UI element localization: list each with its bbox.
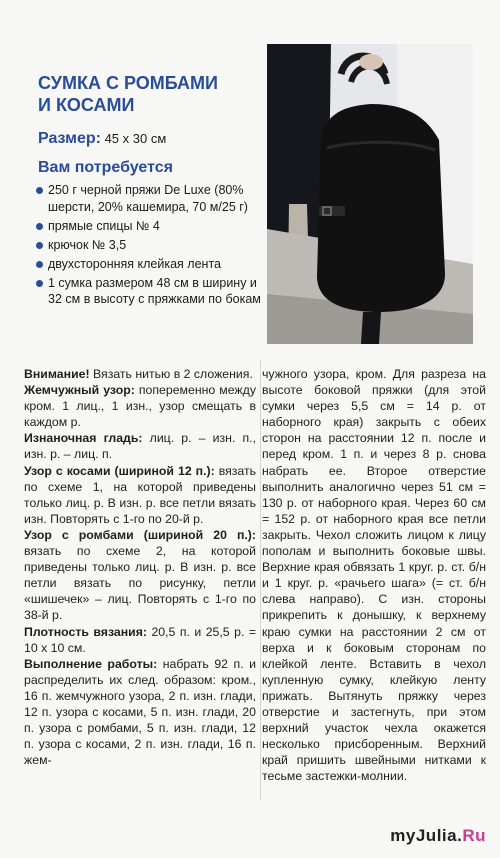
article-title: [38, 72, 248, 116]
materials-item: крючок № 3,5: [34, 237, 266, 254]
bullet-icon: [36, 223, 43, 230]
bag-photo: [267, 44, 473, 344]
column-divider: [260, 360, 261, 800]
bullet-icon: [36, 242, 43, 249]
instruction-paragraph: Плотность вязания: 20,5 п. и 25,5 р. = 10 x 10 см.: [24, 624, 257, 655]
size-line: [38, 130, 166, 148]
site-watermark: myJulia.Ru: [390, 826, 486, 845]
instruction-paragraph: Внимание! Вязать нитью в 2 сложения.: [24, 367, 253, 381]
materials-item: 250 г черной пряжи De Luxe (80% шерсти, 20% кашемира, 70 м/25 г): [34, 182, 266, 215]
materials-item: прямые спицы № 4: [34, 218, 266, 235]
instruction-paragraph: Жемчужный узор: попеременно между кром. 1 лиц., 1 изн., узор смещать в каждом р.: [24, 383, 256, 430]
bullet-icon: [36, 261, 43, 268]
materials-list: [34, 182, 266, 310]
materials-item: двухсторонняя клейкая лента: [34, 256, 266, 273]
instruction-paragraph: Узор с ромбами (шириной 20 п.): вязать по схеме 2, на которой приведены только лиц. р. В изн. р. все петли вязать по рисунку, петли «шишечек» – лиц. Повторять с 1-го по 38-й р.: [24, 527, 256, 623]
instructions-left-column: [24, 366, 256, 768]
bullet-icon: [36, 187, 43, 194]
title-line-2: И КОСАМИ: [38, 95, 135, 115]
instruction-paragraph: Изнаночная гладь: лиц. р. – изн. п., изн. р. – лиц. п.: [24, 431, 256, 462]
bag-photo-illustration: [267, 44, 473, 344]
instruction-continuation: чужного узора, кром. Для разреза на высоте боковой пряжки (для этой сумки через 5,5 см = 14 р. от наборного края) закрыть с обеих сторон на расстоянии 12 п. после и перед кром. 1 п. и через 8 р. снова набрать ее. Второе отверстие выполнить аналогично через 51 см = 130 р. от наборного края. Через 60 см = 152 р. от наборного края все петли закрыть. Чехол сложить лицом к лицу пополам и выполнить боковые швы. Верхние края обвязать 1 круг. р. ст. б/н и 1 круг. р. «рачьего шага» (= ст. б/н слева направо). С изн. стороны прикрепить к донышку, к верхнему краю сумки на расстоянии 2 см от верха и к боковым сторонам по клейкой ленте. Вставить в чехол купленную сумку, клейкую ленту прижать. Вытянуть пряжку через отверстие и застегнуть, при этом верхний участок чехла окажется несколько присборенным. Верхний край пришить швейными нитками к тесьме застежки-молнии.: [262, 367, 486, 784]
instruction-paragraph: Выполнение работы: набрать 92 п. и распределить их след. образом: кром., 16 п. жемчужного узора, 2 п. изн. глади, 12 п. узора с косами, 5 п. изн. глади, 20 п. узора с ромбами, 5 п. изн. глади, 12 п. узора с косами, 2 п. изн. глади, 16 п. жем-: [24, 656, 256, 768]
materials-heading: Вам потребуется: [38, 159, 173, 176]
instructions-right-column: [262, 366, 486, 784]
instruction-paragraph: Узор с косами (шириной 12 п.): вязать по схеме 1, на которой приведены только лиц. р. В изн. р. все петли вязать изн. Повторять с 1-го по 20-й р.: [24, 463, 256, 526]
size-value: 45 x 30 см: [104, 131, 167, 146]
bullet-icon: [36, 280, 43, 287]
title-line-1: СУМКА С РОМБАМИ: [38, 73, 218, 93]
materials-item: 1 сумка размером 48 см в ширину и 32 см в высоту с пряжками по бокам: [34, 275, 266, 308]
size-label: Размер:: [38, 130, 101, 147]
